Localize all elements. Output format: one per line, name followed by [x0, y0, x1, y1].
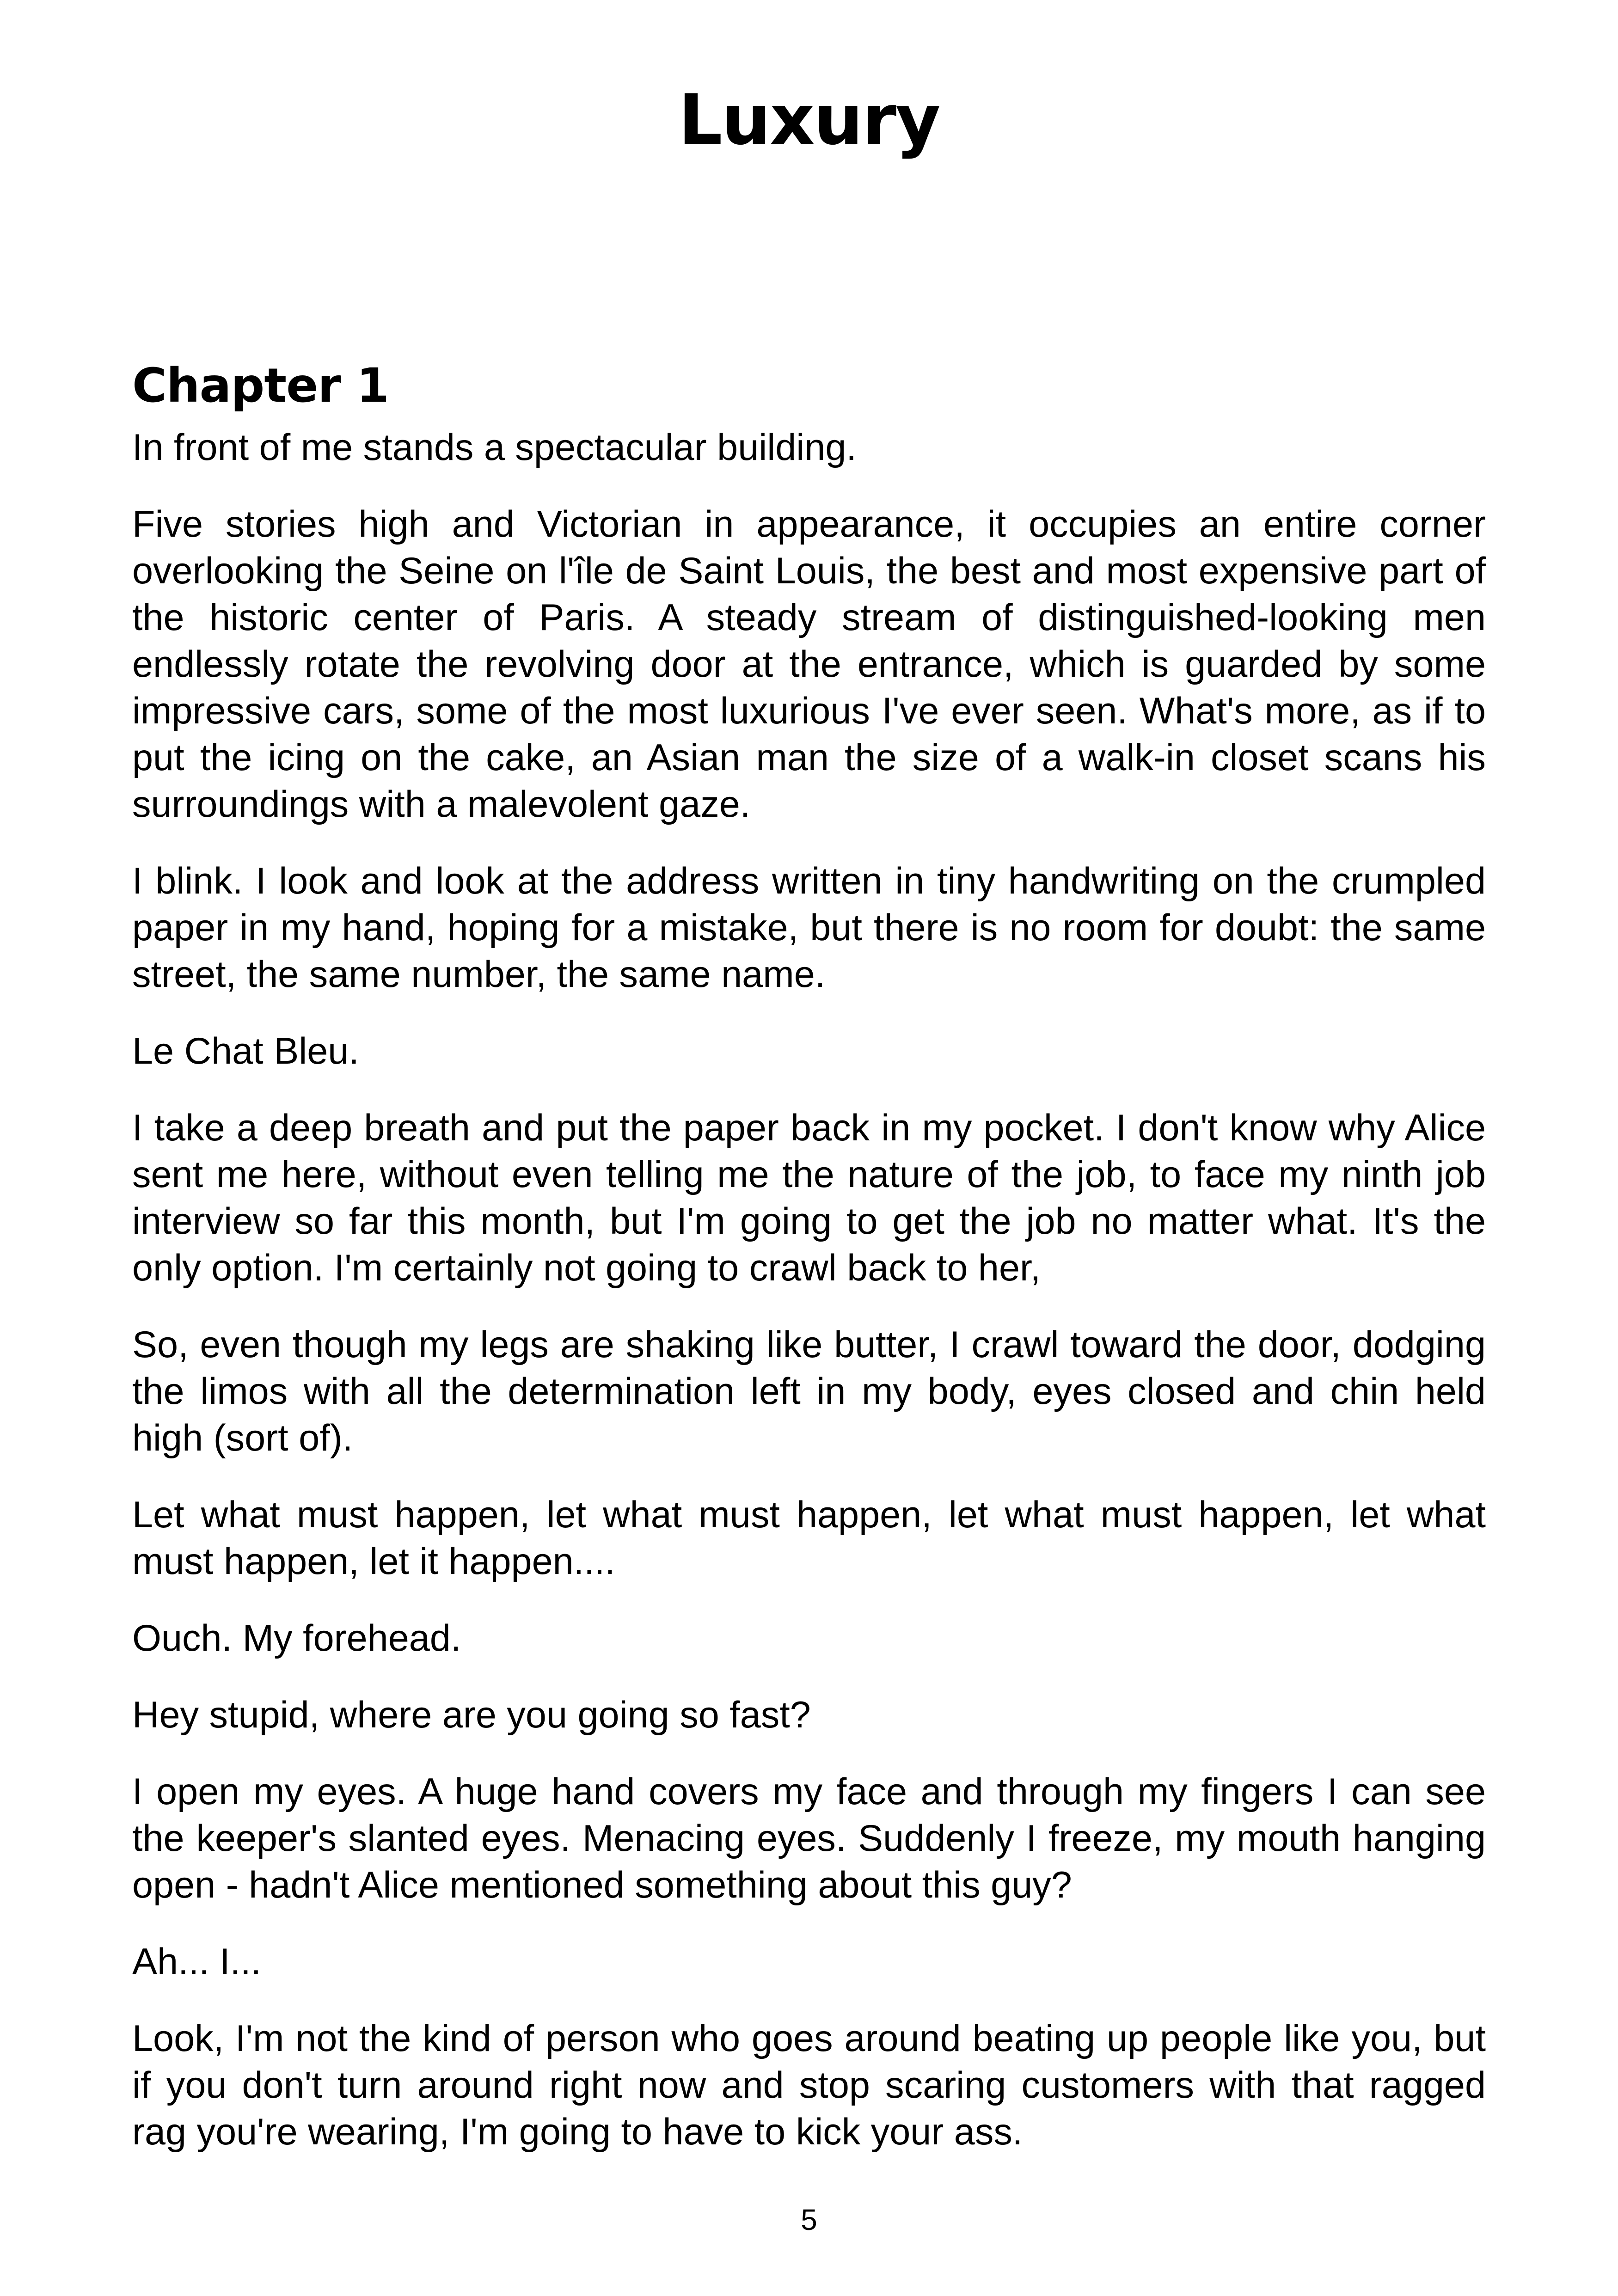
paragraph: Look, I'm not the kind of person who goes around beating up people like you, but if you don't turn around right now and stop scaring customers with that ragged rag you're wearing, I'm going to have to kick your ass.	[132, 2018, 1486, 2153]
paragraph: Hey stupid, where are you going so fast?	[132, 1694, 811, 1736]
paragraph: So, even though my legs are shaking like butter, I crawl toward the door, dodging the limos with all the determination left in my body, eyes closed and chin held high (sort of).	[132, 1324, 1486, 1459]
paragraph: Ah... I...	[132, 1941, 262, 1983]
book-title: Luxury	[678, 80, 940, 160]
paragraph: In front of me stands a spectacular building.	[132, 427, 857, 468]
chapter-heading: Chapter 1	[132, 358, 389, 413]
paragraph: I blink. I look and look at the address written in tiny handwriting on the crumpled paper in my hand, hoping for a mistake, but there is no room for doubt: the same street, the same number, the same name.	[132, 860, 1486, 995]
paragraph: Five stories high and Victorian in appearance, it occupies an entire corner overlooking the Seine on l'île de Saint Louis, the best and most expensive part of the historic center of Paris. A steady stream of distinguished-looking men endlessly rotate the revolving door at the entrance, which is guarded by some impressive cars, some of the most luxurious I've ever seen. What's more, as if to put the icing on the cake, an Asian man the size of a walk-in closet scans his surroundings with a malevolent gaze.	[132, 503, 1486, 825]
paragraph: Let what must happen, let what must happen, let what must happen, let what must happen, let it happen....	[132, 1494, 1486, 1582]
page-number: 5	[801, 2203, 817, 2236]
paragraph: I open my eyes. A huge hand covers my face and through my fingers I can see the keeper's slanted eyes. Menacing eyes. Suddenly I freeze, my mouth hanging open - hadn't Alice mentioned something about this guy?	[132, 1771, 1486, 1906]
body-text	[132, 424, 1486, 2186]
paragraph: Ouch. My forehead.	[132, 1617, 461, 1659]
paragraph: Le Chat Bleu.	[132, 1030, 359, 1072]
paragraph: I take a deep breath and put the paper back in my pocket. I don't know why Alice sent me here, without even telling me the nature of the job, to face my ninth job interview so far this month, but I'm going to get the job no matter what. It's the only option. I'm certainly not going to crawl back to her,	[132, 1107, 1486, 1289]
